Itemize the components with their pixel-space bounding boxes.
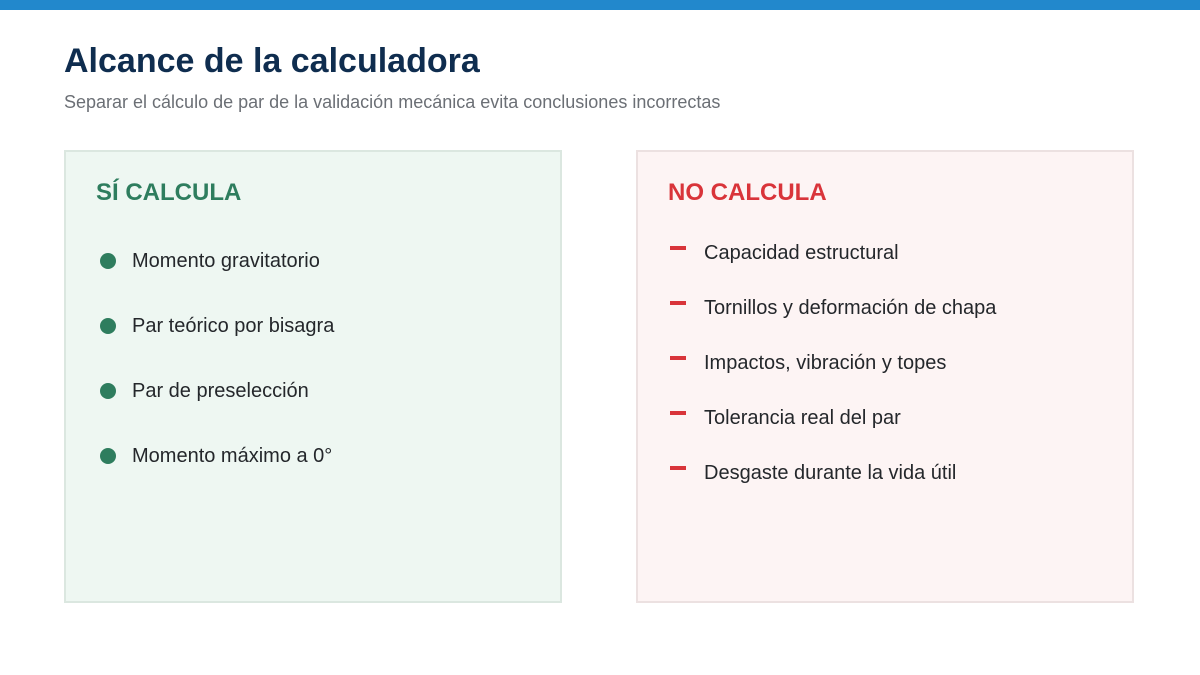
list-item-label: Tornillos y deformación de chapa [704, 297, 997, 319]
bullet-dot-icon [100, 318, 116, 334]
calculates-heading: SÍ CALCULA [96, 179, 242, 206]
list-item-label: Capacidad estructural [704, 242, 899, 264]
list-item [66, 313, 560, 378]
list-item [66, 443, 560, 508]
dash-icon [670, 466, 686, 470]
page-subtitle: Separar el cálculo de par de la validación mecánica evita conclusiones incorrectas [64, 92, 721, 112]
list-item [66, 248, 560, 313]
bullet-dot-icon [100, 253, 116, 269]
page-title: Alcance de la calculadora [64, 42, 480, 80]
list-item [638, 460, 1132, 515]
calculates-panel [64, 150, 562, 603]
bullet-dot-icon [100, 383, 116, 399]
list-item-label: Tolerancia real del par [704, 407, 901, 429]
list-item-label: Par teórico por bisagra [132, 315, 335, 337]
not-calculates-panel [636, 150, 1134, 603]
list-item-label: Momento gravitatorio [132, 250, 320, 272]
top-accent-bar [0, 0, 1200, 10]
not-calculates-heading: NO CALCULA [668, 179, 827, 206]
list-item [638, 350, 1132, 405]
list-item-label: Impactos, vibración y topes [704, 352, 947, 374]
dash-icon [670, 356, 686, 360]
dash-icon [670, 411, 686, 415]
bullet-dot-icon [100, 448, 116, 464]
list-item [638, 405, 1132, 460]
list-item-label: Par de preselección [132, 380, 309, 402]
list-item [638, 240, 1132, 295]
dash-icon [670, 301, 686, 305]
list-item [66, 378, 560, 443]
list-item-label: Desgaste durante la vida útil [704, 462, 957, 484]
calculates-list [66, 248, 560, 508]
not-calculates-list [638, 240, 1132, 515]
list-item [638, 295, 1132, 350]
list-item-label: Momento máximo a 0° [132, 445, 333, 467]
dash-icon [670, 246, 686, 250]
